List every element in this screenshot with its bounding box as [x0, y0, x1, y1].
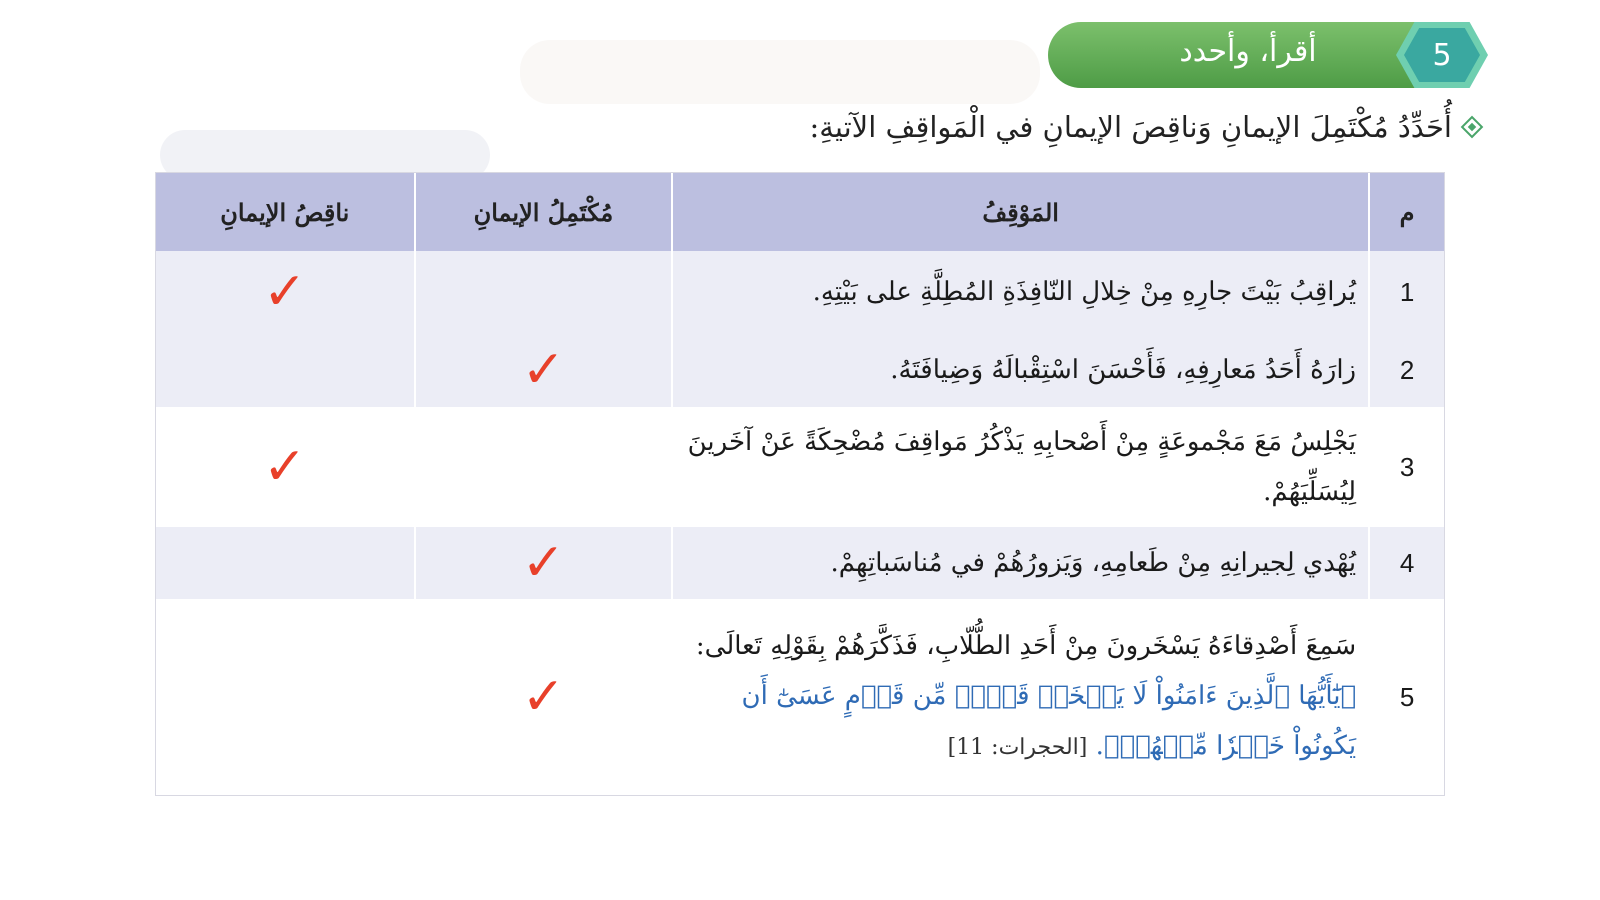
situation-text: يُهْدي لِجيرانِهِ مِنْ طَعامِهِ، وَيَزورُهُمْ في مُناسَباتِهِمْ. [671, 527, 1368, 599]
background-ghost [520, 40, 1040, 104]
situation-intro: سَمِعَ أَصْدِقاءَهُ يَسْخَرونَ مِنْ أَحَدِ الطُّلّابِ، فَذَكَّرَهُمْ بِقَوْلِهِ تَعالَى: [695, 631, 1357, 661]
verse-reference: [الحجرات: 11] [947, 735, 1088, 760]
check-icon: ✓ [521, 667, 566, 727]
check-icon: ✓ [263, 262, 307, 322]
lacking-faith-cell[interactable] [156, 333, 414, 407]
situation-text: زارَهُ أَحَدُ مَعارِفِهِ، فَأَحْسَنَ اسْتِقْبالَهُ وَضِيافَتَهُ. [671, 333, 1368, 407]
header-lacking-faith: ناقِصُ الإيمانِ [220, 197, 350, 227]
table-header-row [156, 173, 1444, 251]
situations-table [155, 172, 1445, 796]
section-number-badge: 5 [1432, 38, 1452, 73]
table-row [156, 333, 1444, 407]
row-number: 5 [1368, 599, 1444, 795]
diamond-icon [1461, 116, 1484, 139]
situation-text-body: يَجْلِسُ مَعَ مَجْموعَةٍ مِنْ أَصْحابِهِ يَذْكُرُ مَواقِفَ مُضْحِكَةً عَنْ آخَرينَ لِيُسَلِّيَهُمْ. [687, 427, 1357, 507]
quran-verse: ﴿يَٰٓأَيُّهَا ٱلَّذِينَ ءَامَنُواْ لَا يَسۡخَرۡ قَوۡمٞ مِّن قَوۡمٍ عَسَىٰٓ أَن يَكُونُواْ خَيۡرٗا مِّنۡهُمۡ﴾. [741, 681, 1357, 761]
row-number: 3 [1368, 407, 1444, 527]
row-number: 2 [1368, 333, 1444, 407]
row-number: 4 [1368, 527, 1444, 599]
header-full-faith: مُكْتَمِلُ الإيمانِ [414, 173, 672, 251]
section-title: أقرأ، وأحدد [1179, 34, 1317, 69]
row-number: 1 [1368, 251, 1444, 333]
table-row [156, 527, 1444, 599]
full-faith-cell[interactable] [414, 407, 672, 527]
check-icon: ✓ [521, 533, 566, 593]
header-situation: المَوْقِفُ [671, 173, 1368, 251]
full-faith-cell[interactable] [414, 527, 672, 599]
check-icon: ✓ [263, 437, 307, 497]
situation-text-body [673, 621, 1356, 773]
table-row [156, 407, 1444, 527]
situation-text [671, 407, 1368, 527]
check-icon: ✓ [521, 340, 566, 400]
table-row [156, 599, 1444, 795]
section-banner [1048, 22, 1478, 88]
full-faith-cell[interactable] [414, 599, 672, 795]
situation-text [671, 599, 1368, 795]
header-number: م [1368, 173, 1444, 251]
lacking-faith-cell[interactable] [156, 527, 414, 599]
full-faith-cell[interactable] [414, 251, 672, 333]
table-row [156, 251, 1444, 333]
full-faith-cell[interactable] [414, 333, 672, 407]
lacking-faith-cell[interactable] [156, 599, 414, 795]
instruction-text: أُحَدِّدُ مُكْتَمِلَ الإيمانِ وَناقِصَ الإيمانِ في الْمَواقِفِ الآتيةِ: [809, 110, 1452, 144]
lacking-faith-cell[interactable] [156, 407, 414, 527]
lacking-faith-cell[interactable] [156, 251, 414, 333]
situation-text: يُراقِبُ بَيْتَ جارِهِ مِنْ خِلالِ النّافِذَةِ المُطِلَّةِ على بَيْتِهِ. [671, 251, 1368, 333]
instruction [810, 110, 1480, 144]
